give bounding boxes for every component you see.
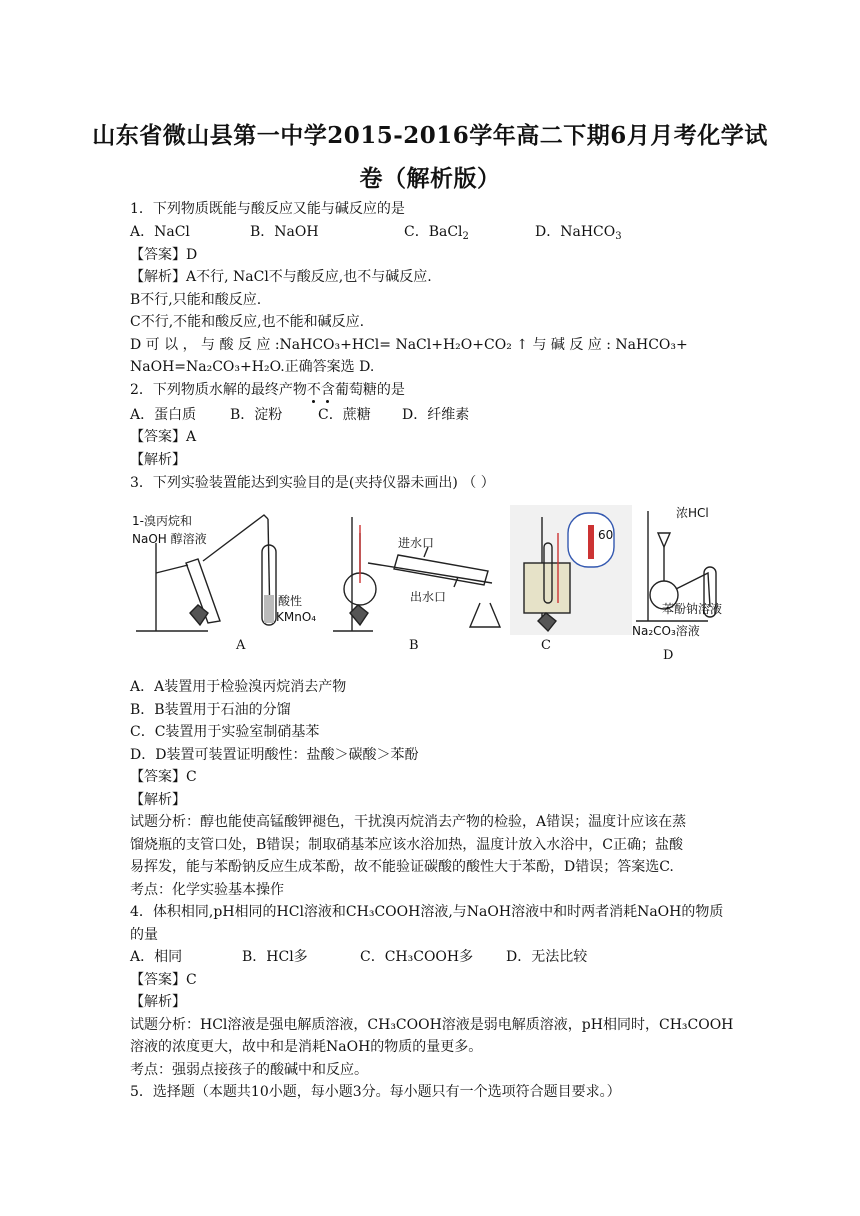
q4-option-d: D．无法比较 (506, 949, 588, 965)
a-label-reagent-2: NaOH 醇溶液 (132, 532, 207, 546)
q4-stem-1: 4．体积相同,pH相同的HCl溶液和CH₃COOH溶液,与NaOH溶液中和时两者消耗NaOH的物质 (130, 904, 724, 920)
q1-option-d (535, 223, 622, 241)
q4-detail-1: 试题分析：HCl溶液是强电解质溶液，CH₃COOH溶液是弱电解质溶液，pH相同时，CH₃COOH (130, 1017, 734, 1033)
q3-detail-1: 试题分析：醇也能使高锰酸钾褪色，干扰溴丙烷消去产物的检验，A错误；温度计应该在蒸 (130, 814, 687, 830)
q4-answer: 【答案】C (130, 972, 197, 988)
caption-c: C (541, 638, 551, 653)
q4-option-b: B．HCl多 (242, 949, 308, 965)
q1-answer: 【答案】D (130, 247, 198, 263)
q1-options (130, 223, 622, 242)
document-title-line1: 山东省微山县第一中学2015-2016学年高二下期6月月考化学试 (92, 122, 768, 149)
q1-option-d-sub: 3 (615, 231, 622, 242)
q2-stem (130, 381, 405, 399)
c-thermometer-mercury (588, 525, 594, 559)
a-label-kmno4: KMnO₄ (276, 610, 317, 624)
q4-options (130, 948, 588, 966)
q2-stem-post: 葡萄糖的是 (334, 382, 405, 398)
q2-option-d: D．纤维素 (402, 407, 470, 423)
a-clamp (156, 565, 188, 573)
a-label-acidic: 酸性 (278, 594, 303, 608)
q3-analysis: 【解析】 (130, 792, 186, 808)
q2-option-c: C．蔗糖 (318, 407, 371, 423)
b-water-out-port (454, 577, 458, 587)
caption-a: A (236, 638, 246, 653)
q2-stem-emphasis-2: 含 (320, 382, 335, 398)
q2-option-b: B．淀粉 (230, 407, 283, 423)
d-label-na2co3: Na₂CO₃溶液 (632, 624, 700, 638)
q3-detail-2: 馏烧瓶的支管口处，B错误；制取硝基苯应该水浴加热，温度计放入水浴中，C正确；盐酸 (130, 837, 683, 853)
q4-knowledge-point: 考点：强弱点接孩子的酸碱中和反应。 (130, 1062, 368, 1078)
q1-analysis-3: C不行,不能和酸反应,也不能和碱反应. (130, 314, 365, 330)
caption-b: B (409, 638, 419, 653)
q1-analysis-2: B不行,只能和酸反应. (130, 292, 262, 308)
q2-stem-pre: 2．下列物质水解的最终产物 (130, 382, 307, 398)
q3-option-d: D．D装置可装置证明酸性：盐酸＞碳酸＞苯酚 (130, 747, 419, 763)
d-label-phenolate: 苯酚钠溶液 (662, 602, 723, 616)
d-label-conc-hcl: 浓HCl (676, 506, 709, 520)
b-burner (350, 605, 368, 625)
c-water-bath (524, 563, 570, 613)
b-receiver-flask (470, 603, 500, 627)
a-kmno4-liquid (264, 595, 274, 623)
q5-stem: 5．选择题（本题共10小题，每小题3分。每小题只有一个选项符合题目要求。） (130, 1084, 621, 1100)
q4-stem-2: 的量 (130, 927, 158, 943)
document-title-line2: 卷（解析版） (359, 165, 501, 192)
q4-analysis: 【解析】 (130, 994, 186, 1010)
apparatus-diagram (128, 503, 728, 663)
q1-stem: 1．下列物质既能与酸反应又能与碱反应的是 (130, 201, 405, 217)
q4-detail-2: 溶液的浓度更大，故中和是消耗NaOH的物质的量更多。 (130, 1039, 483, 1055)
q1-option-b: B．NaOH (250, 224, 319, 240)
q3-option-a: A．A装置用于检验溴丙烷消去产物 (130, 679, 347, 695)
d-funnel (658, 533, 670, 547)
a-delivery-tube (203, 515, 268, 561)
caption-d: D (663, 648, 674, 663)
a-label-reagent-1: 1-溴丙烷和 (132, 514, 192, 528)
q3-knowledge-point: 考点：化学实验基本操作 (130, 882, 284, 898)
q3-detail-3: 易挥发，能与苯酚钠反应生成苯酚，故不能验证碳酸的酸性大于苯酚，D错误；答案选C. (130, 859, 674, 875)
q1-analysis-4: D 可 以 ， 与 酸 反 应 :NaHCO₃+HCl= NaCl+H₂O+CO₂ ↑ 与 碱 反 应 : NaHCO₃+ (130, 337, 688, 353)
q1-option-c-sub: 2 (462, 231, 469, 242)
q1-analysis-1: 【解析】A不行, NaCl不与酸反应,也不与碱反应. (130, 269, 432, 285)
b-label-water-out: 出水口 (410, 590, 447, 604)
q4-option-c: C．CH₃COOH多 (360, 949, 474, 965)
q2-options (130, 406, 470, 424)
q3-stem: 3．下列实验装置能达到实验目的是(夹持仪器未画出) （ ） (130, 475, 495, 491)
q2-answer: 【答案】A (130, 429, 197, 445)
c-thermometer-reading: 60 (598, 528, 614, 542)
b-label-water-in: 进水口 (398, 536, 435, 550)
q1-option-c-text: C．BaCl (404, 224, 463, 240)
q1-option-c (404, 223, 469, 241)
q2-option-a: A．蛋白质 (130, 407, 197, 423)
q1-option-a: A．NaCl (130, 224, 190, 240)
b-condenser-inner (368, 563, 492, 583)
a-burner (190, 605, 208, 625)
q1-option-d-text: D．NaHCO (535, 224, 616, 240)
q3-apparatus-figure (128, 503, 728, 663)
q3-option-b: B．B装置用于石油的分馏 (130, 702, 291, 718)
q3-option-c: C．C装置用于实验室制硝基苯 (130, 724, 320, 740)
q2-stem-emphasis-1: 不 (306, 382, 321, 398)
q1-analysis-5: NaOH=Na₂CO₃+H₂O.正确答案选 D. (130, 359, 375, 375)
q3-answer: 【答案】C (130, 769, 197, 785)
q2-analysis: 【解析】 (130, 452, 186, 468)
q4-option-a: A．相同 (130, 949, 183, 965)
